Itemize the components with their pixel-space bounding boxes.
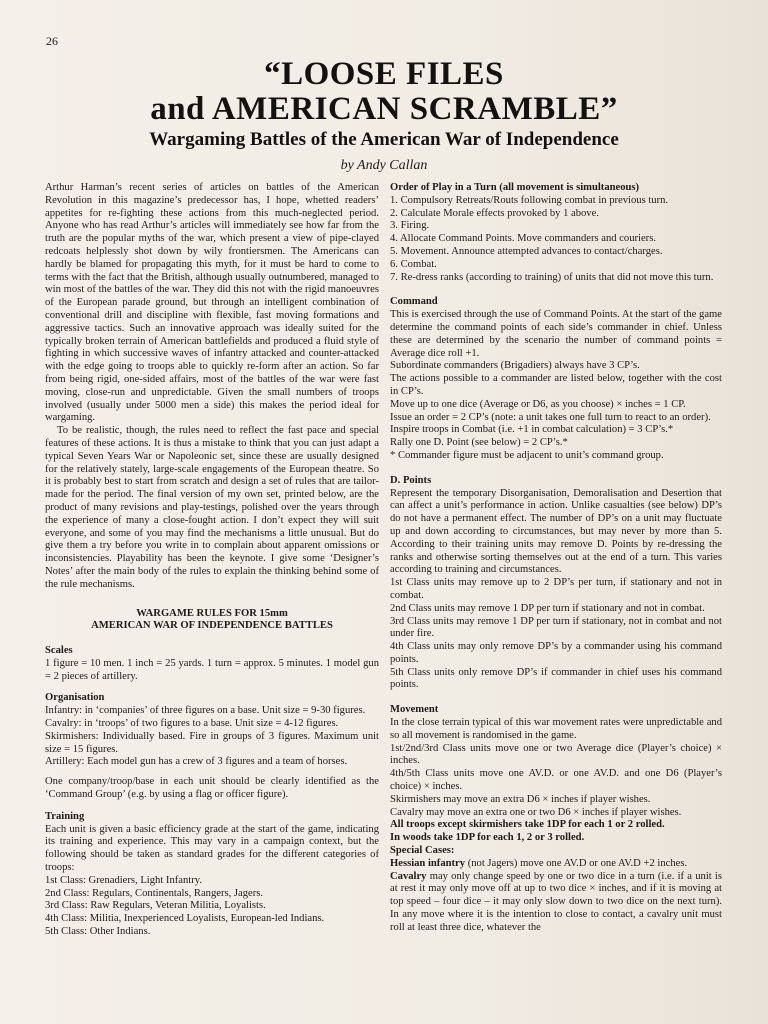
movement-line: 1st/2nd/3rd Class units move one or two Average dice (Player’s choice) × inches. [390, 742, 722, 767]
d-points-line: 5th Class units only remove DP’s if commander in chief uses his command points. [390, 666, 722, 691]
command-line: Issue an order = 2 CP’s (note: a unit takes one full turn to react to an order). [390, 411, 711, 423]
page-number: 26 [46, 34, 58, 48]
intro-paragraph-2: To be realistic, though, the rules need to reflect the fast pace and special features of these actions. It is thus a mistake to think that you can just adapt a typical Seven Years War or Napoleonic set, since these are usually designed for the relatively stately, large-scale engagements of the European theatre. So it is probably best to start from scratch and design a set of rules that are tailor-made for the period. The final version of my own set, printed below, are the product of many revisions and play-testings, polished over the years through the experience of many a close-fought action. I don’t expect they will suit everyone, and some of you may find the mechanisms a little unusual. But do give them a try before you write in to complain about apparent omissions or inconsistencies. Playability has been the keynote. I give some ‘Designer’s Notes’ after the main body of the rules to explain the thinking behind some of the rule mechanisms. [45, 425, 379, 590]
hessian-rule [390, 858, 722, 871]
training-line: 4th Class: Militia, Inexperienced Loyalists, European-led Indians. [45, 913, 325, 925]
order-line: 5. Movement. Announce attempted advances to contact/charges. [390, 245, 663, 257]
byline: by Andy Callan [340, 158, 428, 173]
org-line: Infantry: in ‘companies’ of three figures on a base. Unit size = 9-30 figures. [45, 705, 366, 717]
special-cases-heading: Special Cases: [390, 845, 455, 857]
movement-rule-bold: All troops except skirmishers take 1DP for each 1 or 2 rolled. [390, 819, 665, 831]
order-line: 6. Combat. [390, 258, 437, 270]
order-line: 2. Calculate Morale effects provoked by 1 above. [390, 207, 599, 219]
command-line: Rally one D. Point (see below) = 2 CP’s.* [390, 437, 568, 449]
left-column [45, 182, 379, 939]
movement-line: 4th/5th Class units move one AV.D. or one AV.D. and one D6 (Player’s choice) × inches. [390, 768, 722, 793]
order-of-play-heading: Order of Play in a Turn (all movement is simultaneous) [390, 182, 640, 193]
hessian-text: (not Jagers) move one AV.D or one AV.D +2 inches. [467, 857, 688, 869]
command-heading: Command [390, 296, 438, 308]
command-line: Subordinate commanders (Brigadiers) always have 3 CP’s. [390, 360, 640, 372]
command-line: The actions possible to a commander are listed below, together with the cost in CP’s. [390, 373, 722, 397]
cavalry-text: may only change speed by one or two dice in a turn (i.e. if a unit is at rest it may only move off at up to two dice × inches, and if it is moving at top speed – four dice – it may only slow down to two dice on the next turn). In any move where it is the intention to close to contact, a cavalry unit must roll at least three dice, whatever the [390, 870, 722, 933]
training-line: 2nd Class: Regulars, Continentals, Rangers, Jagers. [45, 887, 264, 899]
movement-heading: Movement [390, 704, 439, 716]
organisation-heading: Organisation [45, 692, 105, 704]
org-note: One company/troop/base in each unit should be clearly identified as the ‘Command Group’ (e.g. by using a flag or officer figure). [45, 776, 379, 801]
cavalry-label: Cavalry [390, 870, 427, 882]
d-points-line: 3rd Class units may remove 1 DP per turn if stationary, not in combat and not under fire. [390, 615, 722, 640]
movement-line: In the close terrain typical of this war movement rates were unpredictable and so all movement is randomised in the game. [390, 717, 722, 741]
d-points-line: 1st Class units may remove up to 2 DP’s per turn, if stationary and not in combat. [390, 577, 722, 601]
hessian-label: Hessian infantry [390, 857, 466, 869]
movement-rule-bold: In woods take 1DP for each 1, 2 or 3 rolled. [390, 832, 585, 844]
d-points-line: Represent the temporary Disorganisation, Demoralisation and Desertion that can affect a unit’s performance in action. Unlike casualties (see below) DP’s do not have a permanent effect. The number of DP’s on a unit may fluctuate up and down according to circumstances, but may never by more than 5. According to their training units may remove D. Points by re-dressing the ranks and otherwise sorting themselves out at the end of a turn. This varies according to training and circumstances. [390, 487, 722, 576]
command-line: Inspire troops in Combat (i.e. +1 in combat calculation) = 3 CP’s.* [390, 424, 674, 436]
training-heading: Training [45, 810, 85, 822]
order-line: 7. Re-dress ranks (according to training) of units that did not move this turn. [390, 271, 714, 283]
command-line: Move up to one dice (Average or D6, as you choose) × inches = 1 CP. [390, 398, 686, 410]
subtitle: Wargaming Battles of the American War of Independence [149, 129, 619, 150]
d-points-heading: D. Points [390, 474, 432, 486]
org-line: Artillery: Each model gun has a crew of 3 figures and a team of horses. [45, 756, 348, 768]
org-line: Cavalry: in ‘troops’ of two figures to a base. Unit size = 4-12 figures. [45, 718, 339, 730]
movement-line: Skirmishers may move an extra D6 × inches if player wishes. [390, 793, 651, 805]
order-line: 3. Firing. [390, 220, 430, 232]
command-line: This is exercised through the use of Command Points. At the start of the game determine the command points of each side’s commander in chief. Unless these are determined by the scenario the number of command points = Average dice roll +1. [390, 309, 722, 359]
org-line: Skirmishers: Individually based. Fire in groups of 3 figures. Maximum unit size = 15 figures. [45, 730, 379, 755]
training-line: 5th Class: Other Indians. [45, 926, 151, 938]
command-line: * Commander figure must be adjacent to unit’s command group. [390, 449, 664, 461]
cavalry-rule [390, 871, 722, 935]
title-line-2: and AMERICAN SCRAMBLE” [150, 91, 618, 127]
training-line: 1st Class: Grenadiers, Light Infantry. [45, 874, 203, 886]
right-column [390, 182, 722, 935]
scales-text: 1 figure = 10 men. 1 inch = 25 yards. 1 turn = approx. 5 minutes. 1 model gun = 2 pieces of artillery. [45, 657, 379, 682]
d-points-line: 2nd Class units may remove 1 DP per turn if stationary and not in combat. [390, 602, 705, 614]
intro-paragraph-1: Arthur Harman’s recent series of articles on battles of the American Revolution in this magazine’s predecessor has, I hope, whetted readers’ appetites for re-fighting these actions from this much-neglected period. Anyone who has read Arthur’s articles will immediately see how far from the truth are the popular myths of the war, which present a view of pipe-clayed redcoats helplessly shot down by wily frontiersmen. The Americans can hardly be blamed for propagating this myth, for it must be hard to come to terms with the fact that the British, although usually outnumbered, managed to win most of the battles of the war. They did this not with the rigid manoeuvres of the European parade ground, but through an intelligent combination of conventional drill and discipline with flexible, fast moving formations and aggressive tactics. Such an innovative approach was ideally suited for the typically broken terrain of American battlefields and produced a fluid style of fighting in which successive waves of infantry attacked and counter-attacked with the edge going to troops able to quickly re-form after an action. So far from being rigid, one-sided affairs, most of the battles of the war were fast moving, close-run and unpredictable. Given the small numbers of troops involved (usually under 5000 men a side) this makes the period ideal for wargaming. [45, 182, 379, 424]
training-line: 3rd Class: Raw Regulars, Veteran Militia, Loyalists. [45, 900, 266, 912]
rules-heading-1: WARGAME RULES FOR 15mm [136, 607, 288, 619]
training-text: Each unit is given a basic efficiency grade at the start of the game, indicating its training and experience. This may vary in a campaign context, but the following should be taken as standard grades for the different categories of troops: [45, 823, 379, 874]
d-points-line: 4th Class units may only remove DP’s by a commander using his command points. [390, 641, 722, 665]
title-line-1: “LOOSE FILES [264, 56, 504, 92]
rules-heading-2: AMERICAN WAR OF INDEPENDENCE BATTLES [91, 620, 333, 632]
order-line: 4. Allocate Command Points. Move commanders and couriers. [390, 233, 656, 245]
scales-heading: Scales [45, 645, 73, 657]
movement-line: Cavalry may move an extra one or two D6 × inches if player wishes. [390, 806, 682, 818]
order-line: 1. Compulsory Retreats/Routs following combat in previous turn. [390, 194, 669, 206]
